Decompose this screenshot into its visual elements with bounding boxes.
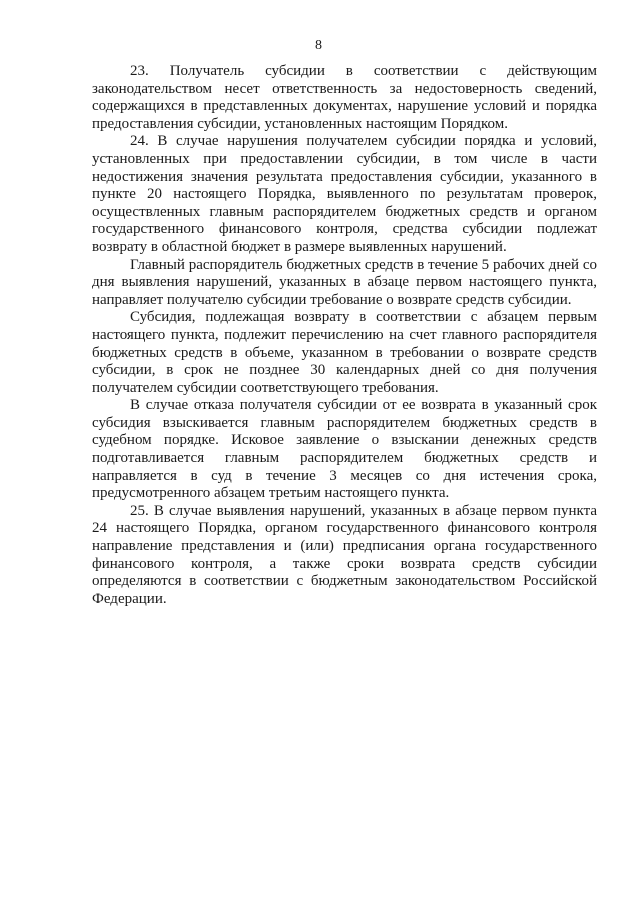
paragraph-24-court-recovery: В случае отказа получателя субсидии от ее возврата в указанный срок субсидия взыскивается главным распорядителем бюджетных средств в судебном порядке. Исковое заявление о взыскании денежных средств подготавливается главным распорядителем бюджетных средств и направляется в суд в течение 3 месяцев со дня истечения срока, предусмотренного абзацем третьим настоящего пункта. (92, 397, 597, 502)
paragraph-24: 24. В случае нарушения получателем субсидии порядка и условий, установленных при предоставлении субсидии, в том числе в части недостижения значения результата предоставления субсидии, указанного в пункте 20 настоящего Порядка, выявленного по результатам проверок, осуществленных главным распорядителем бюджетных средств и органом государственного финансового контроля, средства субсидии подлежат возврату в областной бюджет в размере выявленных нарушений. (92, 133, 597, 255)
paragraph-23: 23. Получатель субсидии в соответствии с действующим законодательством несет ответственность за недостоверность сведений, содержащихся в представленных документах, нарушение условий и порядка предоставления субсидии, установленных настоящим Порядком. (92, 63, 597, 132)
paragraph-24-transfer-term: Субсидия, подлежащая возврату в соответствии с абзацем первым настоящего пункта, подлежит перечислению на счет главного распорядителя бюджетных средств в объеме, указанном в требовании о возврате средств субсидии, в срок не позднее 30 календарных дней со дня получения получателем субсидии соответствующего требования. (92, 309, 597, 396)
document-body (92, 63, 597, 608)
paragraph-24-return-demand: Главный распорядитель бюджетных средств в течение 5 рабочих дней со дня выявления нарушений, указанных в абзаце первом настоящего пункта, направляет получателю субсидии требование о возврате средств субсидии. (92, 256, 597, 308)
page-number: 8 (315, 38, 322, 53)
paragraph-25: 25. В случае выявления нарушений, указанных в абзаце первом пункта 24 настоящего Порядка, органом государственного финансового контроля направление представления и (или) предписания органа государственного финансового контроля, а также сроки возврата средств субсидии определяются в соответствии с бюджетным законодательством Российской Федерации. (92, 502, 597, 607)
